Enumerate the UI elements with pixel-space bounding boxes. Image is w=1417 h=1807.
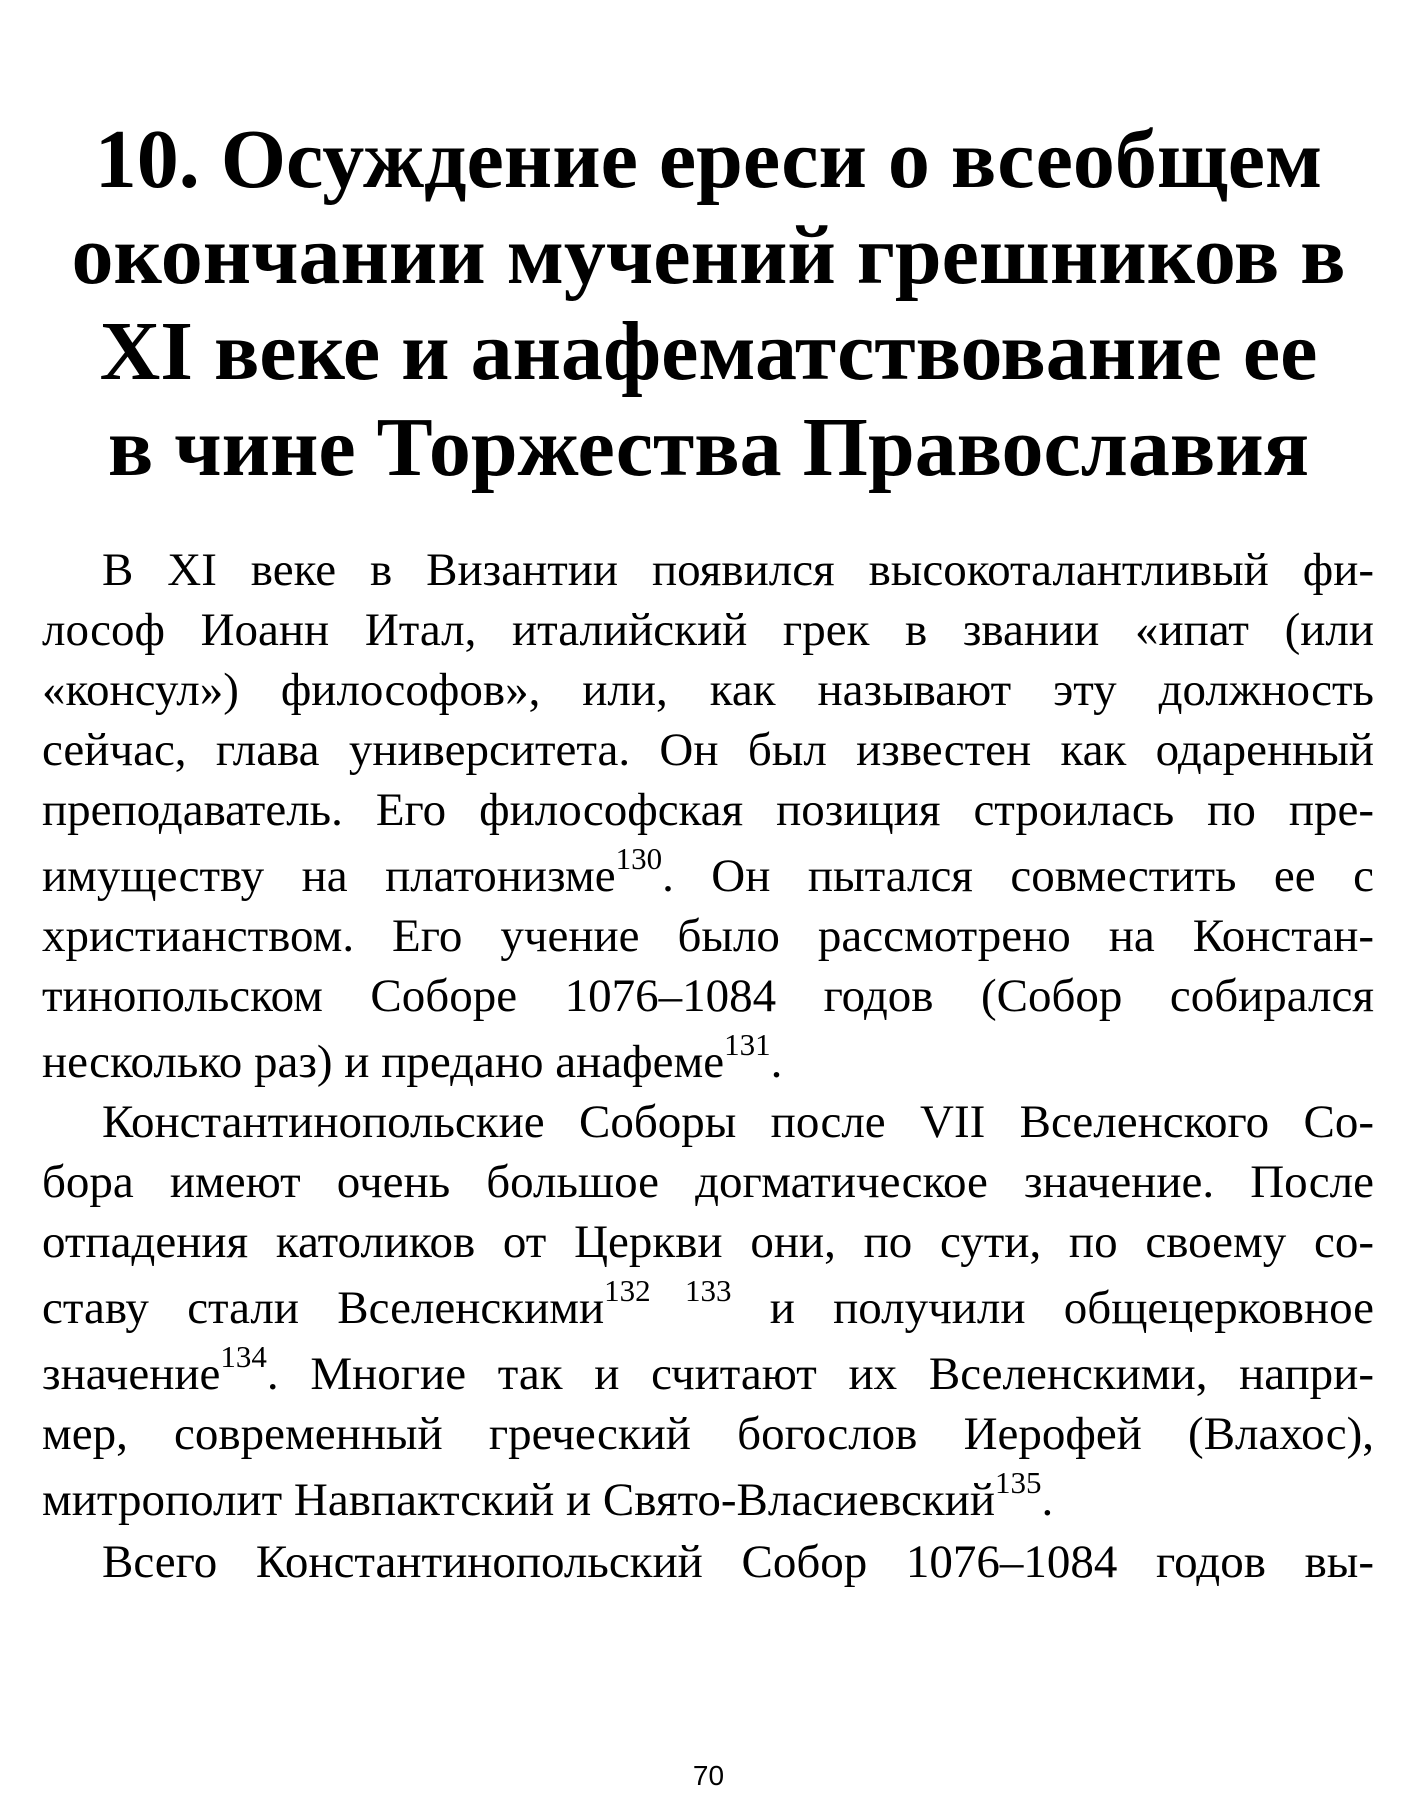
footnote-ref-132-133[interactable]: 132 133 — [604, 1273, 732, 1308]
text-line: лософ Иоанн Итал, италийский грек в звании «ипат (или — [42, 604, 1374, 656]
heading-line: XI веке и анафематствование ее — [99, 305, 1318, 398]
text-line: бора имеют очень большое догматическое значение. После — [42, 1156, 1374, 1208]
text-run: . Многие так и считают их Вселенскими, напри- — [266, 1348, 1374, 1400]
chapter-heading — [60, 112, 1357, 496]
text-run: митрополит Навпактский и Свято-Власиевский — [42, 1474, 995, 1526]
text-run: имуществу на платонизме — [42, 850, 616, 902]
text-run: . — [1041, 1474, 1054, 1526]
footnote-ref-135[interactable]: 135 — [995, 1465, 1042, 1500]
heading-line: 10. Осуждение ереси о всеобщем — [94, 113, 1323, 206]
text-run: . — [770, 1036, 783, 1088]
page-number: 70 — [692, 1760, 725, 1791]
text-line — [42, 1339, 1374, 1404]
heading-line: окончании мучений грешников в — [71, 209, 1346, 302]
text-line — [42, 1465, 1054, 1530]
text-line: сейчас, глава университета. Он был известен как одаренный — [42, 724, 1374, 776]
footnote-ref-130[interactable]: 130 — [615, 841, 663, 876]
text-line: отпадения католиков от Церкви они, по сути, по своему со- — [42, 1216, 1374, 1268]
footnote-ref-134[interactable]: 134 — [220, 1339, 267, 1374]
text-line: преподаватель. Его философская позиция строилась по пре- — [42, 784, 1374, 836]
footnote-ref-131[interactable]: 131 — [724, 1027, 771, 1062]
text-line: мер, современный греческий богослов Иерофей (Влахос), — [42, 1408, 1374, 1460]
text-line — [42, 1273, 1374, 1338]
text-line: Всего Константинопольский Собор 1076–1084 годов вы- — [102, 1536, 1374, 1588]
text-line — [42, 841, 1374, 906]
text-line: тинопольском Соборе 1076–1084 годов (Собор собирался — [42, 970, 1374, 1022]
heading-line: в чине Торжества Православия — [107, 401, 1310, 494]
text-run: ставу стали Вселенскими — [42, 1282, 605, 1334]
text-line: В XI веке в Византии появился высокоталантливый фи- — [102, 544, 1374, 596]
text-line — [42, 1027, 783, 1092]
text-line: Константинопольские Соборы после VII Вселенского Со- — [102, 1096, 1374, 1148]
text-line: христианством. Его учение было рассмотрено на Констан- — [42, 910, 1374, 962]
text-run: несколько раз) и предано анафеме — [42, 1036, 725, 1088]
text-line: «консул») философов», или, как называют эту должность — [42, 664, 1374, 716]
text-run: . Он пытался совместить ее с — [662, 850, 1374, 902]
text-run: значение — [42, 1348, 221, 1400]
text-run: и получили общецерковное — [731, 1282, 1374, 1334]
